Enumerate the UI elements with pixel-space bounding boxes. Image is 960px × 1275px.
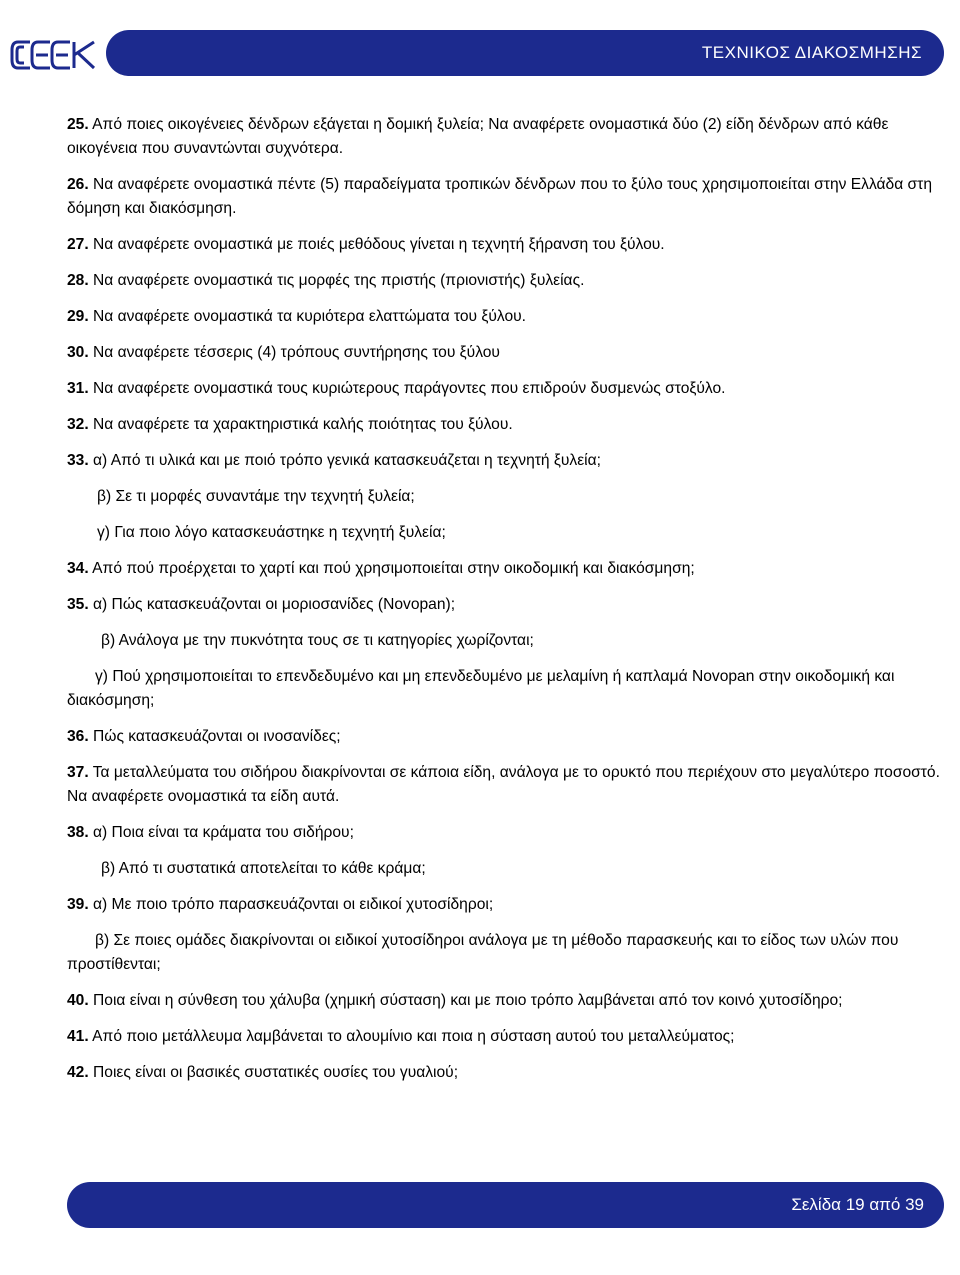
- question-list: [67, 113, 947, 1097]
- question-32: 32. Να αναφέρετε τα χαρακτηριστικά καλής ποιότητας του ξύλου.: [67, 416, 513, 433]
- question-30: 30. Να αναφέρετε τέσσερις (4) τρόπους συντήρησης του ξύλου: [67, 344, 500, 361]
- question-40: 40. Ποια είναι η σύνθεση του χάλυβα (χημική σύσταση) και με ποιο τρόπο λαμβάνεται από τον κοινό χυτοσίδηρο;: [67, 992, 843, 1009]
- question-38-b: β) Από τι συστατικά αποτελείται το κάθε κράμα;: [101, 860, 426, 877]
- question-35-c: γ) Πού χρησιμοποιείται το επενδεδυμένο και μη επενδεδυμένο με μελαμίνη ή καπλαμά Novopan στην οικοδομική και διακόσμηση;: [67, 668, 895, 709]
- question-39: [67, 893, 947, 977]
- question-31: 31. Να αναφέρετε ονομαστικά τους κυριώτερους παράγοντες που επιδρούν δυσμενώς στοξύλο.: [67, 380, 726, 397]
- page-number: Σελίδα 19 από 39: [791, 1195, 924, 1214]
- footer-bar: [67, 1182, 944, 1228]
- question-26: 26. Να αναφέρετε ονομαστικά πέντε (5) παραδείγματα τροπικών δένδρων που το ξύλο τους χρησιμοποιείται στην Ελλάδα στη δόμηση και διακόσμηση.: [67, 176, 933, 217]
- ceek-logo: [10, 38, 98, 72]
- page-header: [0, 0, 960, 100]
- question-33-a: 33. α) Από τι υλικά και με ποιό τρόπο γενικά κατασκευάζεται η τεχνητή ξυλεία;: [67, 452, 601, 469]
- question-28: 28. Να αναφέρετε ονομαστικά τις μορφές της πριστής (πριονιστής) ξυλείας.: [67, 272, 585, 289]
- question-36: 36. Πώς κατασκευάζονται οι ινοσανίδες;: [67, 728, 341, 745]
- question-38-a: 38. α) Ποια είναι τα κράματα του σιδήρου;: [67, 824, 354, 841]
- question-39-b: β) Σε ποιες ομάδες διακρίνονται οι ειδικοί χυτοσίδηροι ανάλογα με τη μέθοδο παρασκευής και το είδος των υλών που προστίθενται;: [67, 932, 899, 973]
- header-bar: [106, 30, 944, 76]
- question-34: 34. Από πού προέρχεται το χαρτί και πού χρησιμοποιείται στην οικοδομική και διακόσμηση;: [67, 560, 695, 577]
- question-42: 42. Ποιες είναι οι βασικές συστατικές ουσίες του γυαλιού;: [67, 1064, 459, 1081]
- question-37: 37. Τα μεταλλεύματα του σιδήρου διακρίνονται σε κάποια είδη, ανάλογα με το ορυκτό που περιέχουν στο μεγαλύτερο ποσοστό. Να αναφέρετε ονομαστικά τα είδη αυτά.: [67, 764, 940, 805]
- question-35: [67, 593, 947, 713]
- question-38: [67, 821, 947, 881]
- question-33: [67, 449, 947, 545]
- question-35-b: β) Ανάλογα με την πυκνότητα τους σε τι κατηγορίες χωρίζονται;: [101, 632, 534, 649]
- question-33-c: γ) Για ποιο λόγο κατασκευάστηκε η τεχνητή ξυλεία;: [97, 524, 446, 541]
- question-35-a: 35. α) Πώς κατασκευάζονται οι μοριοσανίδες (Novopan);: [67, 596, 456, 613]
- question-25: 25. Από ποιες οικογένειες δένδρων εξάγεται η δομική ξυλεία; Να αναφέρετε ονομαστικά δύο (2) είδη δένδρων από κάθε οικογένεια που συναντώνται συχνότερα.: [67, 116, 889, 157]
- document-title: ΤΕΧΝΙΚΟΣ ΔΙΑΚΟΣΜΗΣΗΣ: [701, 43, 922, 62]
- question-39-a: 39. α) Με ποιο τρόπο παρασκευάζονται οι ειδικοί χυτοσίδηροι;: [67, 896, 494, 913]
- question-41: 41. Από ποιο μετάλλευμα λαμβάνεται το αλουμίνιο και ποια η σύσταση αυτού του μεταλλεύματος;: [67, 1028, 735, 1045]
- question-27: 27. Να αναφέρετε ονομαστικά με ποιές μεθόδους γίνεται η τεχνητή ξήρανση του ξύλου.: [67, 236, 665, 253]
- question-29: 29. Να αναφέρετε ονομαστικά τα κυριότερα ελαττώματα του ξύλου.: [67, 308, 527, 325]
- question-33-b: β) Σε τι μορφές συναντάμε την τεχνητή ξυλεία;: [97, 488, 415, 505]
